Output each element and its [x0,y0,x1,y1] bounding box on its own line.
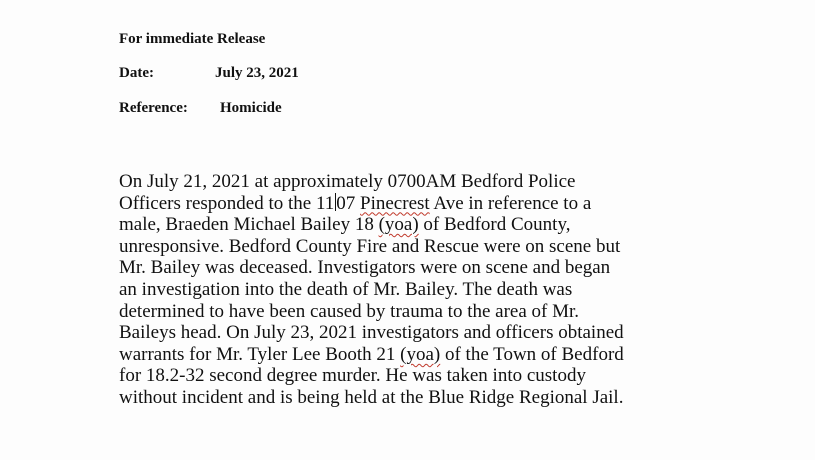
press-release-body [119,171,719,409]
body-text-segment: Ave in reference to a [429,192,592,214]
body-text-segment: 07 [336,192,361,214]
body-line: without incident and is being held at the Blue Ridge Regional Jail. [119,386,624,408]
body-line [119,214,719,236]
body-line: an investigation into the death of Mr. Bailey. The death was [119,278,573,300]
body-line: determined to have been caused by trauma to the area of Mr. [119,300,580,322]
spellcheck-word: (yoa) [378,214,419,236]
reference-label: Reference: [119,100,188,116]
body-line: for 18.2-32 second degree murder. He was taken into custody [119,365,586,387]
body-text-segment: male, Braeden Michael Bailey 18 [119,214,379,236]
spellcheck-word: Pinecrest [360,192,430,214]
body-text-segment: Officers responded to the 11 [119,192,335,214]
body-line: Mr. Bailey was deceased. Investigators were on scene and began [119,257,611,279]
release-heading: For immediate Release [119,31,266,47]
reference-value: Homicide [220,100,282,116]
body-line: Baileys head. On July 23, 2021 investigators and officers obtained [119,322,624,344]
body-text-segment: of Bedford County, [418,214,571,236]
body-line [119,193,719,215]
date-value: July 23, 2021 [215,65,299,81]
body-text-segment: warrants for Mr. Tyler Lee Booth 21 [119,343,401,365]
date-label: Date: [119,65,154,81]
body-text-segment: of the Town of Bedford [440,343,624,365]
body-line: On July 21, 2021 at approximately 0700AM Bedford Police [119,171,576,192]
spellcheck-word: (yoa) [400,343,441,365]
body-line [119,344,719,366]
body-line: unresponsive. Bedford County Fire and Rescue were on scene but [119,235,621,257]
